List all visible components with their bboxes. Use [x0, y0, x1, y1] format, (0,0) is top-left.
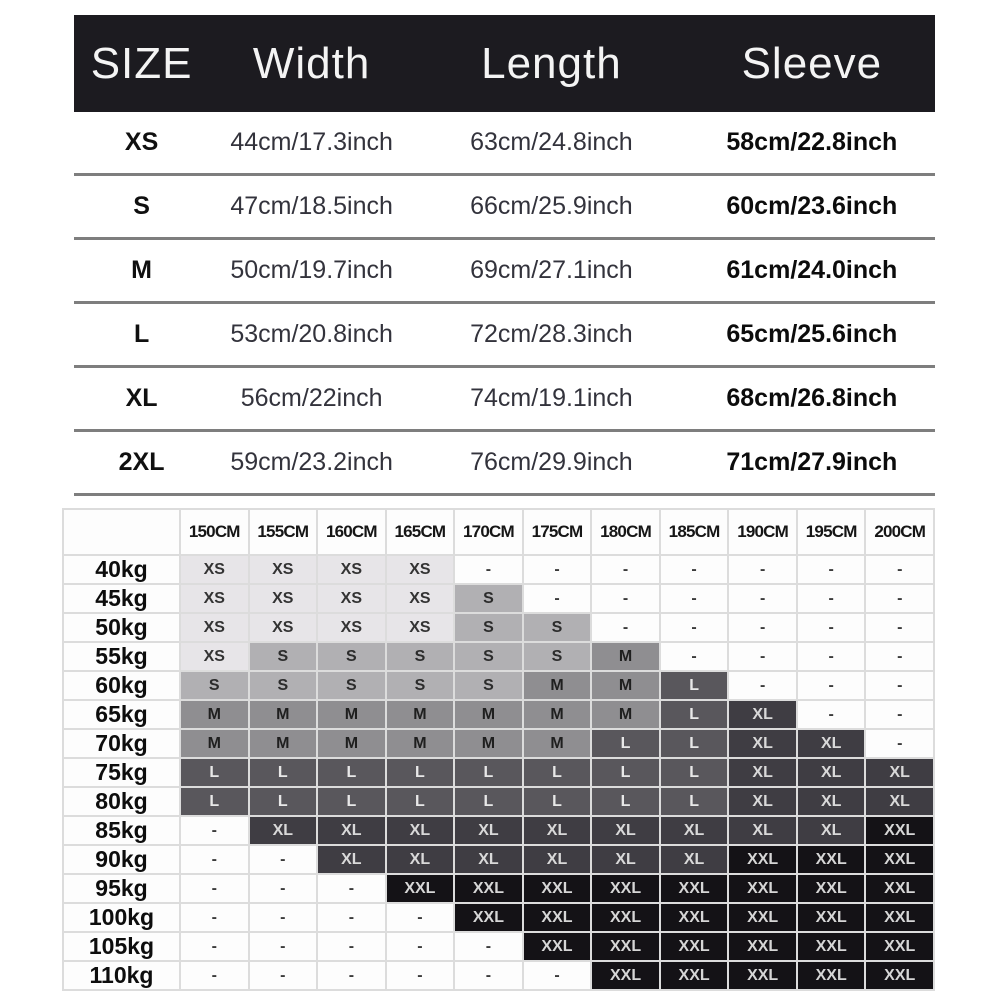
weight-label-cell: 60kg	[64, 672, 179, 699]
matrix-size-cell: XS	[181, 643, 248, 670]
weight-label-cell: 75kg	[64, 759, 179, 786]
height-header-cell: 175CM	[524, 510, 591, 554]
matrix-size-cell: -	[455, 962, 522, 989]
matrix-size-cell: XS	[181, 556, 248, 583]
matrix-size-cell: XL	[318, 817, 385, 844]
matrix-size-cell: -	[729, 614, 796, 641]
matrix-size-cell: M	[181, 701, 248, 728]
matrix-size-cell: -	[181, 962, 248, 989]
weight-label-cell: 40kg	[64, 556, 179, 583]
matrix-size-cell: -	[661, 556, 728, 583]
matrix-size-cell: XL	[592, 846, 659, 873]
matrix-size-cell: -	[318, 904, 385, 931]
matrix-size-cell: XXL	[729, 875, 796, 902]
matrix-size-cell: -	[181, 846, 248, 873]
matrix-size-cell: S	[455, 585, 522, 612]
matrix-size-cell: XS	[181, 614, 248, 641]
matrix-size-cell: M	[592, 643, 659, 670]
matrix-size-cell: XXL	[455, 875, 522, 902]
length-cell: 72cm/28.3inch	[470, 320, 633, 348]
matrix-size-cell: XXL	[524, 933, 591, 960]
matrix-size-cell: -	[798, 585, 865, 612]
matrix-size-cell: -	[661, 643, 728, 670]
matrix-size-cell: XS	[181, 585, 248, 612]
weight-label-cell: 45kg	[64, 585, 179, 612]
width-cell: 59cm/23.2inch	[230, 448, 393, 476]
measurement-row	[74, 432, 935, 496]
matrix-size-cell: -	[866, 585, 933, 612]
matrix-size-cell: -	[866, 672, 933, 699]
matrix-size-cell: M	[524, 701, 591, 728]
matrix-size-cell: XXL	[866, 875, 933, 902]
matrix-size-cell: -	[729, 556, 796, 583]
matrix-size-cell: -	[250, 904, 317, 931]
measurement-row	[74, 112, 935, 176]
size-cell: L	[133, 320, 150, 348]
sleeve-cell: 60cm/23.6inch	[726, 192, 898, 220]
matrix-size-cell: XL	[318, 846, 385, 873]
matrix-size-cell: L	[318, 759, 385, 786]
matrix-size-cell: S	[181, 672, 248, 699]
matrix-size-cell: XS	[318, 585, 385, 612]
matrix-size-cell: XL	[524, 846, 591, 873]
measurement-table-header	[74, 15, 935, 112]
width-cell: 47cm/18.5inch	[230, 192, 393, 220]
matrix-size-cell: L	[661, 759, 728, 786]
matrix-size-cell: S	[524, 643, 591, 670]
height-header-cell: 170CM	[455, 510, 522, 554]
matrix-size-cell: -	[250, 933, 317, 960]
sleeve-cell: 71cm/27.9inch	[726, 448, 898, 476]
matrix-size-cell: M	[250, 701, 317, 728]
matrix-size-cell: L	[592, 788, 659, 815]
matrix-size-cell: XL	[729, 701, 796, 728]
matrix-size-cell: M	[592, 672, 659, 699]
weight-label-cell: 90kg	[64, 846, 179, 873]
matrix-size-cell: -	[318, 962, 385, 989]
matrix-size-cell: L	[181, 788, 248, 815]
matrix-size-cell: S	[455, 643, 522, 670]
sleeve-cell: 61cm/24.0inch	[726, 256, 898, 284]
matrix-size-cell: M	[250, 730, 317, 757]
height-header-cell: 190CM	[729, 510, 796, 554]
matrix-size-cell: -	[592, 614, 659, 641]
matrix-size-cell: -	[250, 846, 317, 873]
matrix-size-cell: -	[387, 962, 454, 989]
matrix-size-cell: XXL	[798, 933, 865, 960]
matrix-corner-cell	[64, 510, 179, 554]
weight-label-cell: 55kg	[64, 643, 179, 670]
matrix-size-cell: L	[661, 788, 728, 815]
matrix-size-cell: XXL	[798, 846, 865, 873]
matrix-size-cell: XL	[661, 817, 728, 844]
matrix-size-cell: L	[318, 788, 385, 815]
matrix-size-cell: -	[798, 701, 865, 728]
matrix-size-cell: -	[661, 585, 728, 612]
matrix-size-cell: XL	[798, 817, 865, 844]
matrix-size-cell: XXL	[798, 962, 865, 989]
measurement-row	[74, 176, 935, 240]
matrix-size-cell: XS	[250, 556, 317, 583]
matrix-size-cell: M	[387, 730, 454, 757]
matrix-size-cell: XS	[318, 556, 385, 583]
matrix-size-cell: M	[318, 730, 385, 757]
matrix-size-cell: L	[524, 759, 591, 786]
matrix-size-cell: L	[661, 672, 728, 699]
matrix-size-cell: L	[250, 788, 317, 815]
size-cell: M	[131, 256, 152, 284]
matrix-size-cell: XL	[387, 846, 454, 873]
matrix-size-cell: XS	[387, 585, 454, 612]
matrix-size-cell: XXL	[866, 846, 933, 873]
weight-label-cell: 65kg	[64, 701, 179, 728]
matrix-size-cell: XXL	[866, 962, 933, 989]
matrix-size-cell: XS	[387, 614, 454, 641]
matrix-size-cell: -	[866, 556, 933, 583]
matrix-size-cell: XS	[250, 614, 317, 641]
matrix-size-cell: L	[592, 759, 659, 786]
matrix-size-cell: XXL	[592, 933, 659, 960]
length-cell: 76cm/29.9inch	[470, 448, 633, 476]
matrix-size-cell: L	[661, 730, 728, 757]
matrix-size-cell: -	[798, 672, 865, 699]
matrix-size-cell: XL	[798, 788, 865, 815]
matrix-size-cell: L	[250, 759, 317, 786]
matrix-size-cell: XL	[798, 730, 865, 757]
matrix-size-cell: M	[455, 730, 522, 757]
matrix-size-cell: L	[181, 759, 248, 786]
matrix-size-cell: M	[181, 730, 248, 757]
matrix-size-cell: XL	[455, 817, 522, 844]
matrix-size-cell: -	[729, 585, 796, 612]
matrix-size-cell: XXL	[729, 846, 796, 873]
matrix-size-cell: XXL	[866, 933, 933, 960]
matrix-size-cell: XXL	[661, 962, 728, 989]
matrix-size-cell: XL	[455, 846, 522, 873]
matrix-size-cell: M	[318, 701, 385, 728]
measurement-row	[74, 304, 935, 368]
matrix-size-cell: -	[455, 933, 522, 960]
matrix-size-cell: XL	[729, 730, 796, 757]
weight-label-cell: 110kg	[64, 962, 179, 989]
matrix-size-cell: XXL	[592, 904, 659, 931]
measurement-table-body	[74, 112, 935, 496]
size-cell: S	[133, 192, 150, 220]
height-header-cell: 185CM	[661, 510, 728, 554]
matrix-size-cell: -	[387, 933, 454, 960]
height-header-cell: 195CM	[798, 510, 865, 554]
matrix-size-cell: XXL	[661, 875, 728, 902]
matrix-size-cell: L	[592, 730, 659, 757]
matrix-size-cell: XXL	[524, 875, 591, 902]
matrix-size-cell: XXL	[592, 875, 659, 902]
matrix-size-cell: XXL	[729, 962, 796, 989]
matrix-size-cell: M	[524, 730, 591, 757]
matrix-size-cell: XXL	[387, 875, 454, 902]
matrix-size-cell: -	[592, 585, 659, 612]
matrix-size-cell: XL	[729, 759, 796, 786]
matrix-size-cell: XXL	[729, 933, 796, 960]
matrix-size-cell: XXL	[729, 904, 796, 931]
matrix-size-cell: -	[318, 875, 385, 902]
matrix-size-cell: -	[181, 817, 248, 844]
matrix-size-cell: S	[250, 643, 317, 670]
matrix-size-cell: XXL	[524, 904, 591, 931]
matrix-size-cell: XL	[798, 759, 865, 786]
weight-label-cell: 95kg	[64, 875, 179, 902]
sleeve-cell: 58cm/22.8inch	[726, 128, 898, 156]
height-header-cell: 165CM	[387, 510, 454, 554]
width-cell: 53cm/20.8inch	[230, 320, 393, 348]
weight-label-cell: 50kg	[64, 614, 179, 641]
matrix-size-cell: XXL	[455, 904, 522, 931]
weight-label-cell: 105kg	[64, 933, 179, 960]
matrix-size-cell: -	[455, 556, 522, 583]
size-cell: XL	[125, 384, 158, 412]
matrix-size-cell: XXL	[866, 817, 933, 844]
matrix-size-cell: -	[524, 585, 591, 612]
matrix-size-cell: L	[387, 759, 454, 786]
matrix-size-cell: XL	[729, 788, 796, 815]
matrix-size-cell: -	[318, 933, 385, 960]
matrix-size-cell: -	[729, 672, 796, 699]
header-cell-width: Width	[252, 38, 371, 88]
matrix-size-cell: S	[455, 672, 522, 699]
matrix-size-cell: XL	[729, 817, 796, 844]
size-cell: XS	[124, 128, 159, 156]
measurement-table	[74, 15, 935, 496]
matrix-size-cell: XS	[250, 585, 317, 612]
length-cell: 63cm/24.8inch	[470, 128, 633, 156]
matrix-size-cell: XL	[387, 817, 454, 844]
matrix-size-cell: L	[524, 788, 591, 815]
matrix-size-cell: XS	[387, 556, 454, 583]
height-weight-matrix	[62, 508, 935, 991]
matrix-size-cell: M	[524, 672, 591, 699]
matrix-size-cell: S	[387, 643, 454, 670]
matrix-size-cell: L	[455, 759, 522, 786]
matrix-size-cell: -	[866, 701, 933, 728]
matrix-size-cell: -	[250, 875, 317, 902]
matrix-size-cell: -	[524, 962, 591, 989]
matrix-size-cell: XXL	[798, 904, 865, 931]
matrix-size-cell: -	[524, 556, 591, 583]
weight-label-cell: 80kg	[64, 788, 179, 815]
width-cell: 56cm/22inch	[240, 384, 383, 412]
matrix-size-cell: S	[455, 614, 522, 641]
matrix-size-cell: S	[318, 643, 385, 670]
header-cell-size: SIZE	[90, 38, 193, 88]
weight-label-cell: 100kg	[64, 904, 179, 931]
matrix-size-cell: XL	[592, 817, 659, 844]
matrix-size-cell: XXL	[661, 904, 728, 931]
matrix-size-cell: XL	[250, 817, 317, 844]
matrix-size-cell: L	[661, 701, 728, 728]
width-cell: 44cm/17.3inch	[230, 128, 393, 156]
matrix-size-cell: XL	[524, 817, 591, 844]
matrix-size-cell: XXL	[592, 962, 659, 989]
width-cell: 50cm/19.7inch	[230, 256, 393, 284]
matrix-size-cell: L	[455, 788, 522, 815]
matrix-size-cell: -	[181, 875, 248, 902]
matrix-size-cell: S	[524, 614, 591, 641]
measurement-row	[74, 368, 935, 432]
height-header-cell: 150CM	[181, 510, 248, 554]
matrix-size-cell: -	[866, 614, 933, 641]
weight-label-cell: 70kg	[64, 730, 179, 757]
matrix-size-cell: XL	[866, 759, 933, 786]
length-cell: 69cm/27.1inch	[470, 256, 633, 284]
weight-label-cell: 85kg	[64, 817, 179, 844]
matrix-size-cell: -	[387, 904, 454, 931]
matrix-size-cell: S	[387, 672, 454, 699]
matrix-size-cell: XL	[866, 788, 933, 815]
size-cell: 2XL	[118, 448, 165, 476]
matrix-size-cell: M	[455, 701, 522, 728]
matrix-size-cell: -	[729, 643, 796, 670]
sleeve-cell: 65cm/25.6inch	[726, 320, 898, 348]
matrix-size-cell: XS	[318, 614, 385, 641]
matrix-size-cell: M	[592, 701, 659, 728]
header-cell-sleeve: Sleeve	[741, 38, 883, 88]
matrix-size-cell: -	[181, 904, 248, 931]
matrix-size-cell: L	[387, 788, 454, 815]
length-cell: 66cm/25.9inch	[470, 192, 633, 220]
matrix-size-cell: -	[181, 933, 248, 960]
height-header-cell: 155CM	[250, 510, 317, 554]
matrix-size-cell: XL	[661, 846, 728, 873]
matrix-size-cell: -	[250, 962, 317, 989]
matrix-size-cell: XXL	[798, 875, 865, 902]
matrix-size-cell: -	[866, 643, 933, 670]
length-cell: 74cm/19.1inch	[470, 384, 633, 412]
matrix-size-cell: XXL	[661, 933, 728, 960]
matrix-size-cell: XXL	[866, 904, 933, 931]
matrix-size-cell: -	[592, 556, 659, 583]
matrix-size-cell: S	[318, 672, 385, 699]
header-cell-length: Length	[481, 38, 622, 88]
sleeve-cell: 68cm/26.8inch	[726, 384, 898, 412]
matrix-size-cell: -	[798, 643, 865, 670]
matrix-size-cell: -	[661, 614, 728, 641]
measurement-row	[74, 240, 935, 304]
matrix-size-cell: -	[866, 730, 933, 757]
matrix-size-cell: S	[250, 672, 317, 699]
matrix-size-cell: M	[387, 701, 454, 728]
height-header-cell: 180CM	[592, 510, 659, 554]
matrix-size-cell: -	[798, 614, 865, 641]
height-header-cell: 200CM	[866, 510, 933, 554]
matrix-size-cell: -	[798, 556, 865, 583]
height-header-cell: 160CM	[318, 510, 385, 554]
